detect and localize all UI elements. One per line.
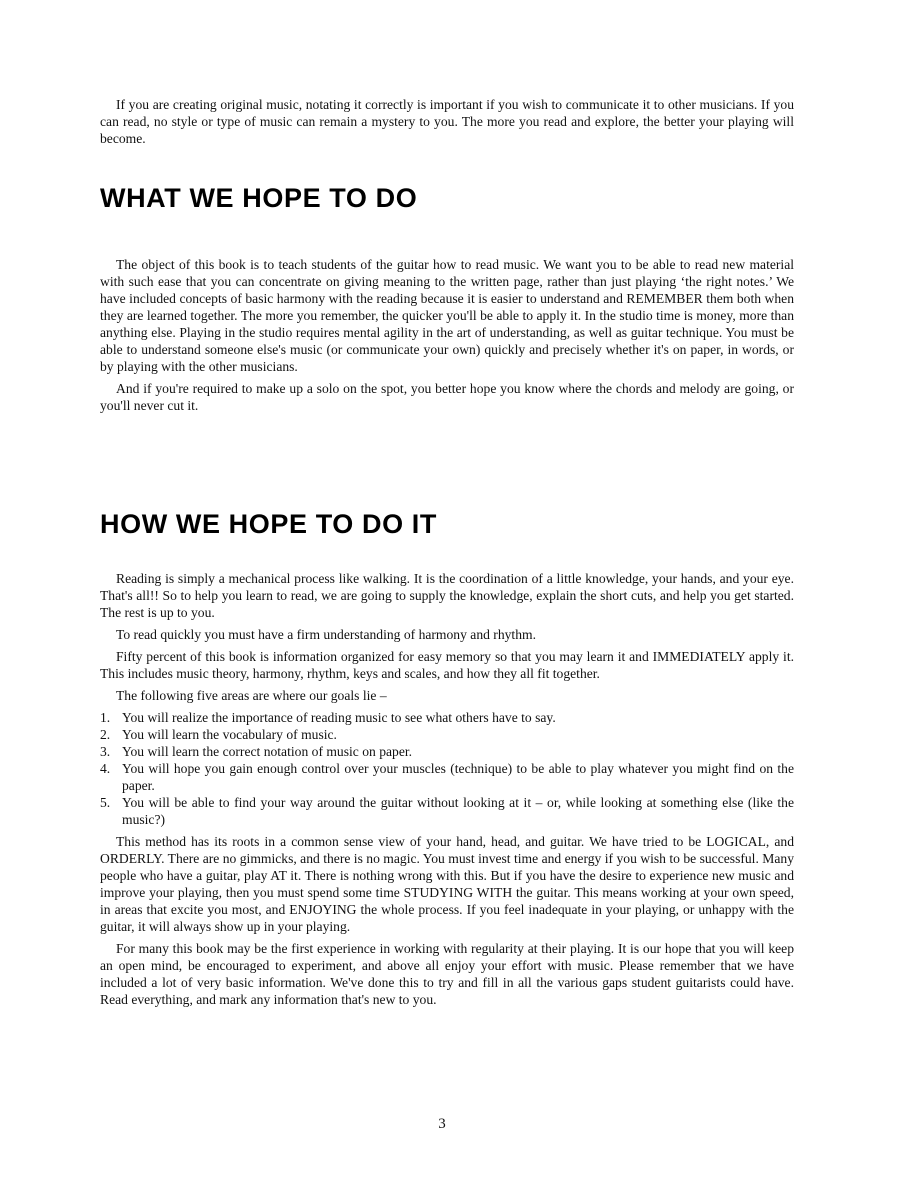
goal-number: 4. [100,761,111,776]
intro-paragraph: If you are creating original music, notating it correctly is important if you wish to communicate it to other musicians. If you can read, no style or type of music can remain a mystery to you. The more you read and explore, the better your playing will become. [100,97,794,146]
page-content [100,96,794,1008]
how-paragraph-4: The following five areas are where our goals lie – [116,688,387,703]
how-paragraph-6: For many this book may be the first experience in working with regularity at their playing. It is our hope that you will keep an open mind, be encouraged to experiment, and above all enjoy your effort with music. Please remember that we have included a lot of very basic information. We've done this to try and fill in all the various gaps student guitarists could have. Read everything, and mark any information that's new to you. [100,941,794,1007]
goal-text: You will realize the importance of reading music to see what others have to say. [122,710,556,725]
goal-number: 3. [100,744,111,759]
how-paragraph-5: This method has its roots in a common sense view of your hand, head, and guitar. We have tried to be LOGICAL, and ORDERLY. There are no gimmicks, and there is no magic. You must invest time and energy if you wish to be successful. Many people who have a guitar, play AT it. There is nothing wrong with this. But if you have the desire to experience new music and improve your playing, then you must spend some time STUDYING WITH the guitar. This means working at your own speed, in areas that excite you most, and ENJOYING the whole process. If you feel inadequate in your playing, or unhappy with the guitar, it will always show up in your playing. [100,834,794,934]
goal-text: You will learn the vocabulary of music. [122,727,337,742]
goal-number: 5. [100,795,111,810]
goal-text: You will learn the correct notation of music on paper. [122,744,413,759]
section-heading-what: WHAT WE HOPE TO DO [100,183,418,213]
goal-number: 1. [100,710,111,725]
how-paragraph-3: Fifty percent of this book is information organized for easy memory so that you may learn it and IMMEDIATELY apply it. This includes music theory, harmony, rhythm, keys and scales, and how they all fit together. [100,649,794,681]
how-paragraph-1: Reading is simply a mechanical process like walking. It is the coordination of a little knowledge, your hands, and your eye. That's all!! So to help you learn to read, we are going to supply the knowledge, explain the short cuts, and help you get started. The rest is up to you. [100,571,794,620]
section-heading-how: HOW WE HOPE TO DO IT [100,509,438,539]
goal-item [100,743,794,760]
goal-item [100,794,794,828]
goal-item [100,726,794,743]
goal-item [100,760,794,794]
goal-text: You will hope you gain enough control over your muscles (technique) to be able to play whatever you might find on the paper. [122,761,794,793]
goals-list [100,709,794,828]
what-paragraph-2: And if you're required to make up a solo on the spot, you better hope you know where the chords and melody are going, or you'll never cut it. [100,381,794,413]
goal-item [100,709,794,726]
goal-number: 2. [100,727,111,742]
how-paragraph-2: To read quickly you must have a firm understanding of harmony and rhythm. [116,627,536,642]
page-number: 3 [438,1116,446,1132]
goal-text: You will be able to find your way around the guitar without looking at it – or, while looking at something else (like the music?) [122,795,794,827]
what-paragraph-1: The object of this book is to teach students of the guitar how to read music. We want you to be able to read new material with such ease that you can concentrate on giving meaning to the written page, rather than just playing ‘the right notes.’ We have included concepts of basic harmony with the reading because it is easier to understand and REMEMBER them both when they are learned together. The more you remember, the quicker you'll be able to apply it. In the studio time is money, more than anything else. Playing in the studio requires mental agility in the art of understanding, as well as guitar technique. You must be able to understand someone else's music (or communicate your own) quickly and precisely whether it's on paper, in words, or by playing with the other musicians. [100,257,794,374]
